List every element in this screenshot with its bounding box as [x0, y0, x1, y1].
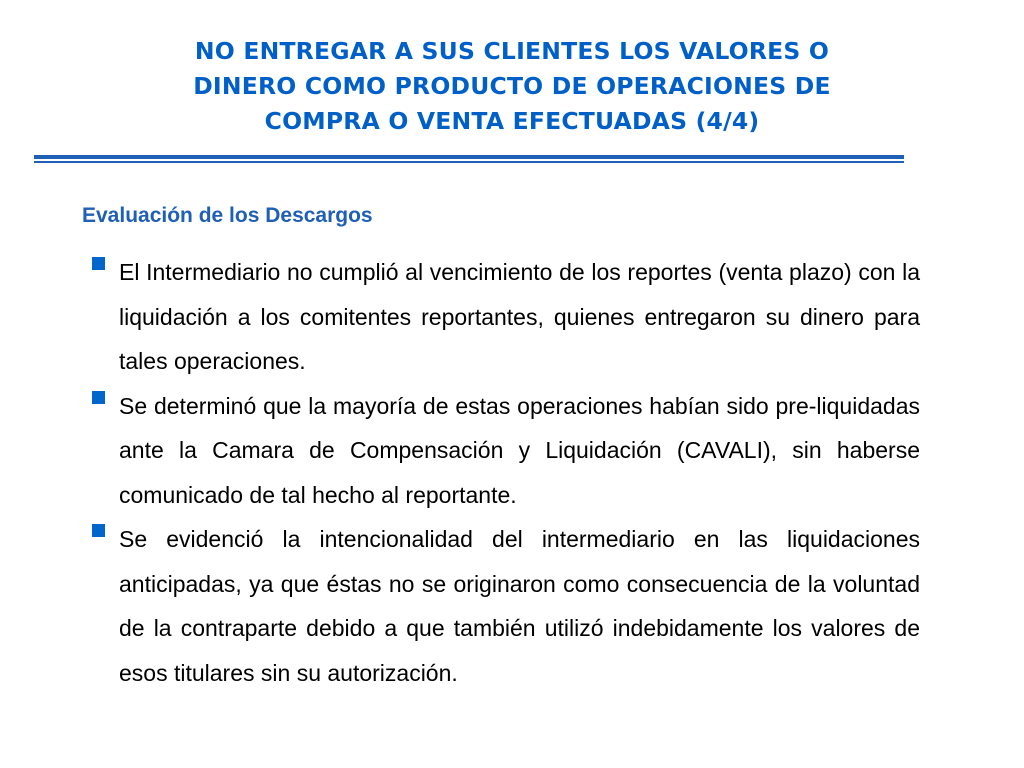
bullet-text: Se evidenció la intencionalidad del intermediario en las liquidaciones anticipadas, ya que éstas no se originaron como consecuencia de la voluntad de la contraparte debido a que también utilizó indebidamente los valores de esos titulares sin su autorización.	[119, 526, 920, 686]
square-bullet-icon	[92, 257, 105, 270]
section-subtitle: Evaluación de los Descargos	[82, 204, 373, 227]
bullet-item	[90, 250, 920, 384]
bullet-text: Se determinó que la mayoría de estas operaciones habían sido pre-liquidadas ante la Camara de Compensación y Liquidación (CAVALI), sin haberse comunicado de tal hecho al reportante.	[119, 392, 920, 508]
title-divider-thick	[34, 155, 904, 159]
title-line-3: COMPRA O VENTA EFECTUADAS (4/4)	[264, 107, 760, 135]
title-line-2: DINERO COMO PRODUCTO DE OPERACIONES DE	[193, 72, 831, 100]
bullet-item	[90, 517, 920, 695]
title-line-1: NO ENTREGAR A SUS CLIENTES LOS VALORES O	[194, 37, 830, 65]
title-divider-thin	[34, 161, 904, 163]
bullet-item	[90, 384, 920, 518]
square-bullet-icon	[92, 524, 105, 537]
bullet-list	[90, 250, 920, 695]
square-bullet-icon	[92, 391, 105, 404]
slide-title	[60, 34, 964, 139]
bullet-text: El Intermediario no cumplió al vencimiento de los reportes (venta plazo) con la liquidación a los comitentes reportantes, quienes entregaron su dinero para tales operaciones.	[119, 259, 920, 374]
